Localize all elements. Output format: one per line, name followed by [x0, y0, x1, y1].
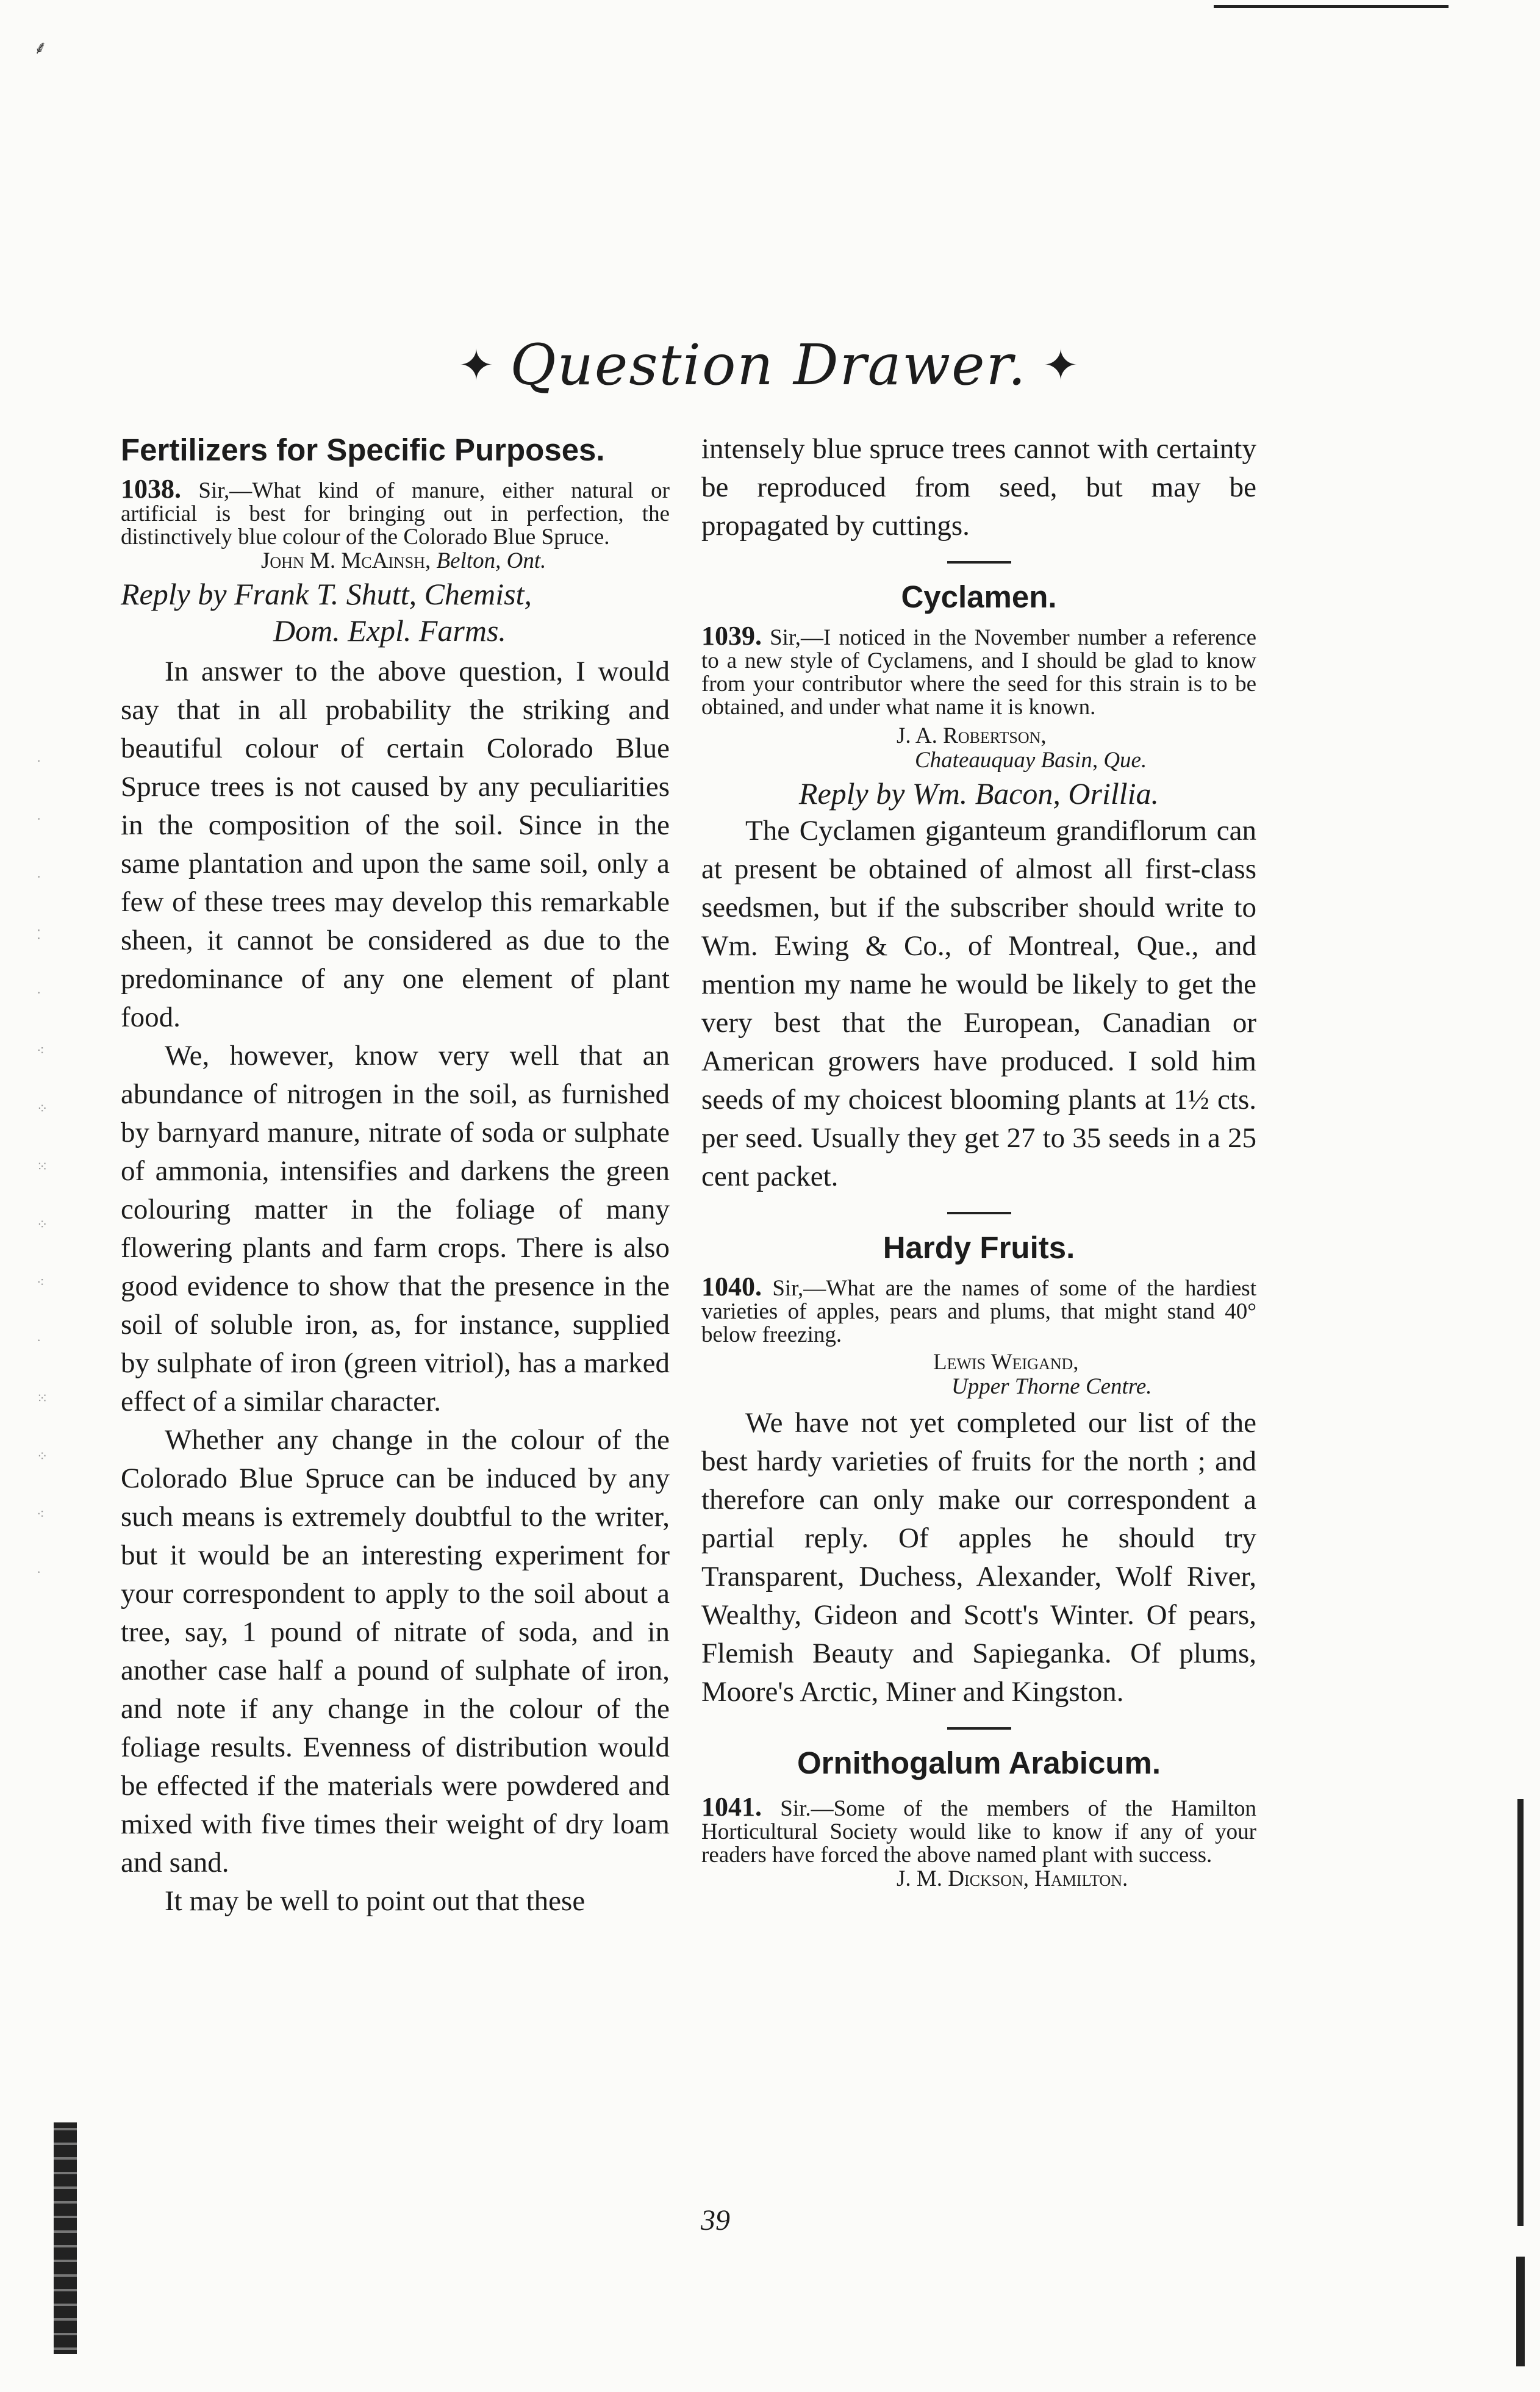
section-divider	[947, 1727, 1011, 1730]
answer-paragraph: Whether any change in the colour of the Colorado Blue Spruce can be induced by any such means is extremely doubtful to the writer, but it would be an interesting experiment for your correspondent to apply to the soil about a tree, say, 1 pound of nitrate of soda, and in another case half a pound of sulphate of iron, and note if any change in the colour of the foliage results. Evenness of distribution would be effected if the materials were powdered and mixed with five times their weight of dry loam and sand.	[121, 1424, 670, 1878]
top-edge-rule	[1214, 5, 1449, 8]
left-column	[121, 430, 670, 1921]
right-ornament-icon: ✦	[1042, 340, 1079, 390]
page-header	[342, 332, 1195, 412]
question-1040	[701, 1272, 1256, 1347]
signature-name: John M. McAinsh,	[261, 548, 431, 573]
answer-paragraph: We, however, know very well that an abundance of nitrogen in the soil, as furnished by barnyard manure, nitrate of soda or sulphate of ammonia, intensifies and darkens the green colouring matter in the foliage of many flowering plants and farm crops. There is also good evidence to show that the presence in the soil of soluble iron, as, for instance, supplied by sulphate of iron (green vitriol), has a marked effect of a similar character.	[121, 1040, 670, 1417]
article-heading: Ornithogalum Arabicum.	[797, 1746, 1161, 1780]
question-text: Sir,—What are the names of some of the hardiest varieties of apples, pears and plums, that might stand 40° below freezing.	[701, 1276, 1256, 1347]
question-1038	[121, 474, 670, 550]
article-heading: Hardy Fruits.	[883, 1230, 1075, 1265]
section-divider	[947, 561, 1011, 564]
section-title: Question Drawer.	[510, 332, 1027, 398]
answer-paragraph: We have not yet completed our list of the best hardy varieties of fruits for the north ; and therefore can only make our correspondent a partial reply. Of apples he should try Transparent, Duchess, Alexander, Wolf River, Wealthy, Gideon and Scott's Winter. Of pears, Flemish Beauty and Sapieganka. Of plums, Moore's Arctic, Miner and Kingston.	[701, 1407, 1256, 1708]
question-signature: J. M. Dickson, Hamilton.	[897, 1866, 1128, 1891]
right-column	[701, 430, 1256, 1891]
reply-affiliation: Dom. Expl. Farms.	[273, 614, 506, 648]
signature-place: Chateauquay Basin, Que.	[915, 748, 1147, 773]
signature-name: J. A. Robertson,	[897, 723, 1047, 748]
question-text: Sir,—I noticed in the November number a reference to a new style of Cyclamens, and I should be glad to know from your contributor where the seed for this strain is to be obtained, and under what name it is known.	[701, 625, 1257, 720]
question-text: Sir.—Some of the members of the Hamilton Horticultural Society would like to know if any of your readers have forced the above named plant with success.	[701, 1796, 1257, 1867]
question-number: 1041.	[701, 1792, 762, 1822]
answer-paragraph: It may be well to point out that these	[165, 1885, 586, 1917]
right-edge-mark	[1516, 2257, 1525, 2366]
question-1041	[701, 1792, 1257, 1867]
page-number: 39	[701, 2204, 730, 2236]
signature-name: Lewis Weigand,	[933, 1350, 1079, 1375]
margin-dots: · · · ⁚ · ⁖ ⁘ ⁙ ⁘ ⁖ · ⁙ ⁘ ⁖ ·	[37, 753, 48, 1580]
scan-speck: ⸙	[34, 38, 48, 58]
question-number: 1039.	[701, 621, 762, 651]
question-1039	[701, 621, 1257, 720]
question-number: 1038.	[121, 474, 181, 504]
question-text: Sir,—What kind of manure, either natural or artificial is best for bringing out in perfection, the distinctively blue colour of the Colorado Blue Spruce.	[121, 478, 670, 550]
article-heading: Cyclamen.	[901, 579, 1057, 614]
left-ornament-icon: ✦	[458, 340, 495, 390]
section-divider	[947, 1212, 1011, 1214]
article-heading: Fertilizers for Specific Purposes.	[121, 432, 605, 467]
answer-paragraph: The Cyclamen giganteum grandiflorum can at present be obtained of almost all first-class seedsmen, but if the subscriber should write to Wm. Ewing & Co., of Montreal, Que., and mention my name he would be likely to get the very best that the European, Canadian or American growers have produced. I sold him seeds of my choicest blooming plants at 1½ cts. per seed. Usually they get 27 to 35 seeds in a 25 cent packet.	[701, 815, 1256, 1192]
reply-byline: Reply by Wm. Bacon, Orillia.	[798, 776, 1159, 811]
answer-paragraph: In answer to the above question, I would say that in all probability the striking and beautiful colour of certain Colorado Blue Spruce trees is not caused by any peculiarities in the composition of the soil. Since in the same plantation and upon the same soil, only a few of these trees may develop this remarkable sheen, it cannot be considered as due to the predominance of any one element of plant food.	[121, 656, 670, 1033]
signature-place: Belton, Ont.	[436, 548, 546, 573]
question-number: 1040.	[701, 1272, 762, 1302]
reply-byline: Reply by Frank T. Shutt, Chemist,	[121, 577, 532, 611]
binding-edge	[54, 2122, 77, 2354]
question-signature	[261, 549, 670, 573]
continued-paragraph: intensely blue spruce trees cannot with certainty be reproduced from seed, but may be propagated by cuttings.	[701, 433, 1256, 542]
signature-place: Upper Thorne Centre.	[951, 1374, 1152, 1399]
right-edge-mark	[1517, 1799, 1524, 2226]
